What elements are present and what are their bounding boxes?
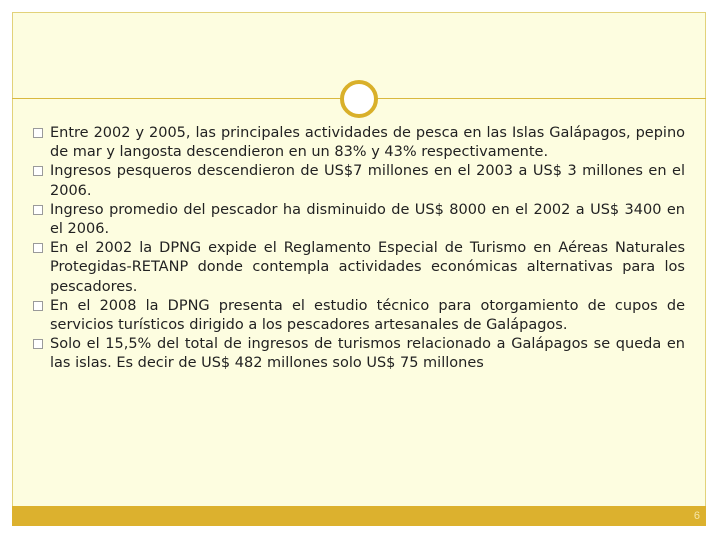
- bullet-text: Solo el 15,5% del total de ingresos de turismos relacionado a Galápagos se queda en las islas. Es decir de US$ 482 millones solo US$ 75 millones: [50, 336, 685, 372]
- ring-icon: [340, 80, 378, 118]
- list-item: [33, 162, 685, 200]
- list-item: [33, 239, 685, 297]
- hollow-square-icon: [33, 128, 43, 138]
- list-item: [33, 201, 685, 239]
- bullet-text: En el 2002 la DPNG expide el Reglamento Especial de Turismo en Aéreas Naturales Protegidas-RETANP donde contempla actividades económicas alternativas para los pescadores.: [50, 240, 685, 295]
- bullet-text: En el 2008 la DPNG presenta el estudio técnico para otorgamiento de cupos de servicios turísticos dirigido a los pescadores artesanales de Galápagos.: [50, 297, 685, 334]
- bullet-text: Entre 2002 y 2005, las principales actividades de pesca en las Islas Galápagos, pepino de mar y langosta descendieron en un 83% y 43% respectivamente.: [50, 125, 685, 161]
- bullet-text: Ingresos pesqueros descendieron de US$7 millones en el 2003 a US$ 3 millones en el 2006.: [50, 163, 685, 199]
- footer-bar: [12, 506, 706, 526]
- bullet-text: Ingreso promedio del pescador ha disminuido de US$ 8000 en el 2002 a US$ 3400 en el 2006.: [50, 201, 685, 238]
- list-item: [33, 335, 685, 373]
- hollow-square-icon: [33, 166, 43, 176]
- hollow-square-icon: [33, 205, 43, 215]
- hollow-square-icon: [33, 339, 43, 349]
- page-number: 6: [693, 510, 700, 522]
- list-item: [33, 297, 685, 335]
- hollow-square-icon: [33, 243, 43, 253]
- hollow-square-icon: [33, 301, 43, 311]
- list-item: [33, 124, 685, 162]
- bullet-list: [33, 124, 685, 374]
